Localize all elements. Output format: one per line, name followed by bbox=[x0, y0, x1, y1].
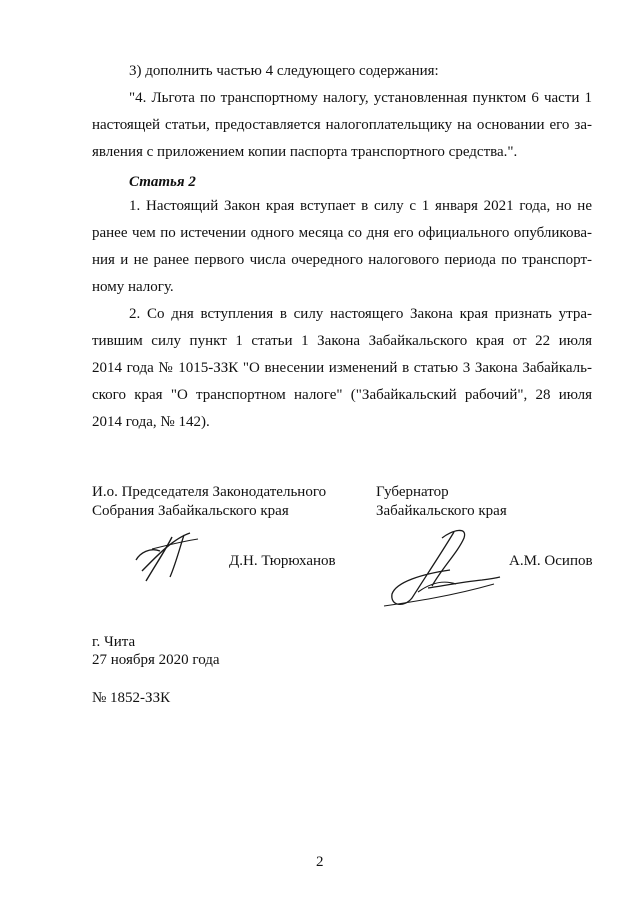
page-number: 2 bbox=[316, 854, 324, 870]
paragraph-line: ранее чем по истечении одного месяца со дня его официального опубликова- bbox=[92, 225, 592, 241]
paragraph-line: ского края "О транспортном налоге" ("Забайкальский рабочий", 28 июля bbox=[92, 387, 592, 403]
article-2-paragraph-2 bbox=[92, 301, 592, 436]
paragraph-line: ному налогу. bbox=[92, 279, 174, 295]
left-signatory-name: Д.Н. Тюрюханов bbox=[229, 553, 336, 569]
quote-line: явления с приложением копии паспорта транспортного средства.". bbox=[92, 144, 518, 160]
paragraph-line: 2. Со дня вступления в силу настоящего Закона края признать утра- bbox=[129, 306, 592, 322]
left-signatory-title bbox=[92, 483, 326, 521]
paragraph-line: 2014 года, № 142). bbox=[92, 414, 210, 430]
item-3-line: 3) дополнить частью 4 следующего содержания: bbox=[129, 63, 439, 79]
quoted-part-4 bbox=[92, 85, 592, 166]
title-line: Собрания Забайкальского края bbox=[92, 503, 289, 519]
left-handwritten-signature bbox=[132, 527, 212, 587]
right-signatory-name: А.М. Осипов bbox=[509, 553, 593, 569]
right-signatory-title bbox=[376, 483, 507, 521]
right-handwritten-signature bbox=[382, 524, 507, 609]
paragraph-line: 1. Настоящий Закон края вступает в силу с 1 января 2021 года, но не bbox=[129, 198, 592, 214]
title-line: Губернатор bbox=[376, 484, 449, 500]
city: г. Чита bbox=[92, 634, 136, 650]
title-line: И.о. Председателя Законодательного bbox=[92, 484, 327, 500]
article-heading: Статья 2 bbox=[129, 174, 196, 190]
paragraph-line: 2014 года № 1015-ЗЗК "О внесении изменений в статью 3 Закона Забайкаль- bbox=[92, 360, 592, 376]
title-line: Забайкальского края bbox=[376, 503, 507, 519]
paragraph-line: ния и не ранее первого числа очередного налогового периода по транспорт- bbox=[92, 252, 592, 268]
article-2-paragraph-1 bbox=[92, 193, 592, 301]
law-number: № 1852-ЗЗК bbox=[92, 690, 171, 706]
paragraph-line: тившим силу пункт 1 статьи 1 Закона Забайкальского края от 22 июля bbox=[92, 333, 592, 349]
quote-line: настоящей статьи, предоставляется налогоплательщику на основании его за- bbox=[92, 117, 592, 133]
quote-line: "4. Льгота по транспортному налогу, установленная пунктом 6 части 1 bbox=[129, 90, 592, 106]
signing-date: 27 ноября 2020 года bbox=[92, 652, 220, 668]
